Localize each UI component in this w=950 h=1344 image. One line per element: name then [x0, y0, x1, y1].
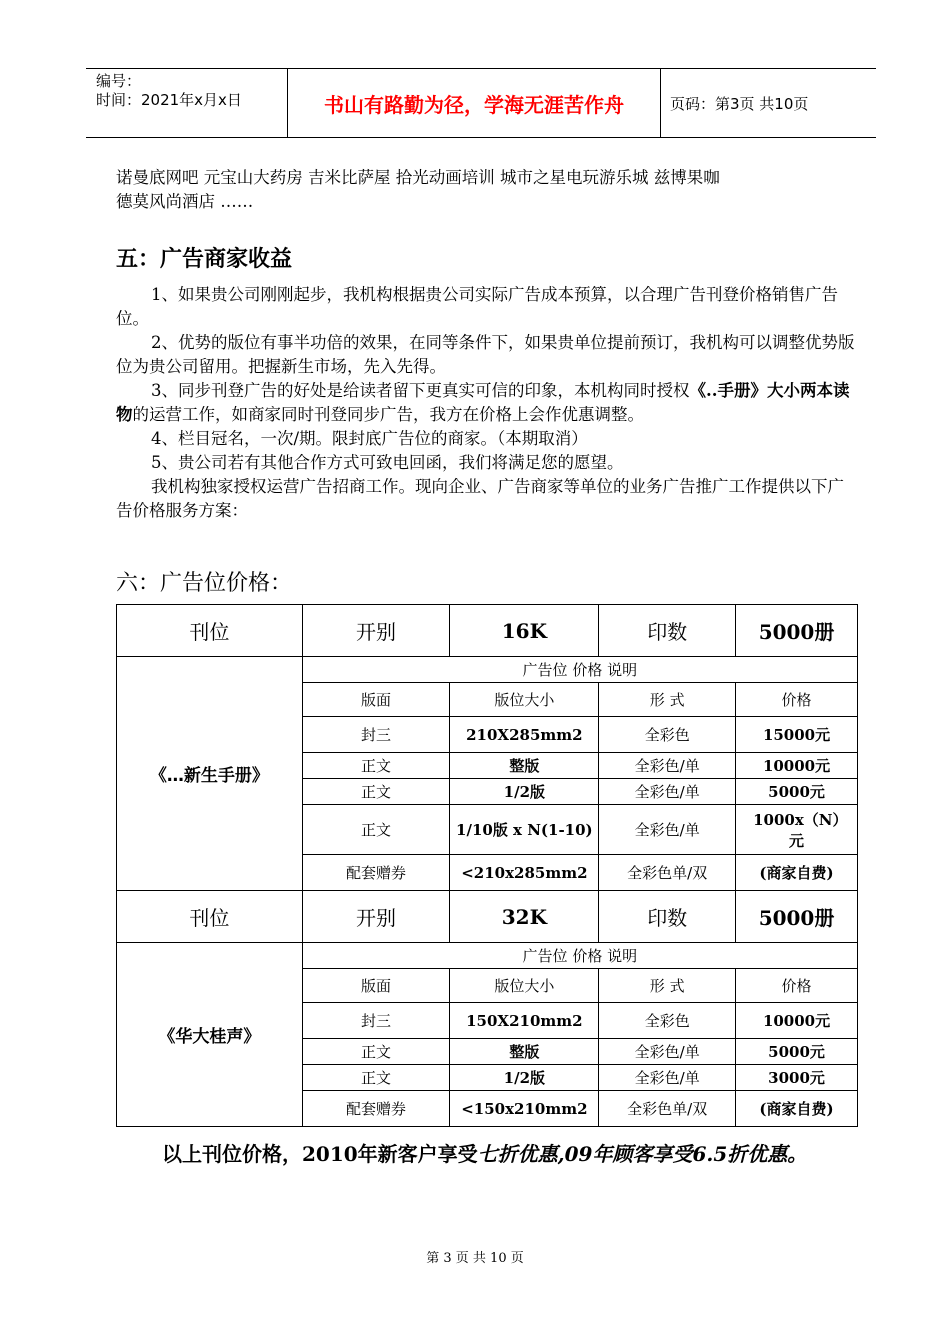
header-page-label: 页码：第3页 共10页 [670, 94, 809, 113]
section6-title: 六：广告位价格： [116, 571, 293, 596]
table-cell: 1/10版 x N(1-10) [450, 805, 599, 855]
table-cell: 150X210mm2 [450, 1003, 599, 1039]
discount-note [116, 1134, 856, 1174]
benefit-3-text-b: 的运营工作，如商家同时刊登同步广告，我方在价格上会作优惠调整。 [132, 405, 644, 424]
col-head: 版面 [302, 969, 450, 1003]
table-cell: 全彩色/单 [599, 1065, 736, 1091]
head-print-value: 5000册 [736, 605, 858, 657]
table-head-row [117, 891, 858, 943]
benefit-4: 4、栏目冠名，一次/期。限封底广告位的商家。（本期取消） [151, 429, 588, 448]
table-cell: <210x285mm2 [450, 855, 599, 891]
col-head: 版位大小 [450, 969, 599, 1003]
benefit-3 [116, 379, 856, 427]
table-cell: 全彩色 [599, 1003, 736, 1039]
table-cell: 全彩色单/双 [599, 855, 736, 891]
head-yinshu: 印数 [599, 605, 736, 657]
sub-title: 广告位 价格 说明 [302, 943, 857, 969]
col-head: 形 式 [599, 969, 736, 1003]
head-yinshu: 印数 [599, 891, 736, 943]
table-cell: 全彩色/单 [599, 779, 736, 805]
benefit-3-bold: 《..手册》大小两本读物 [116, 381, 850, 424]
table-cell: 5000元 [736, 779, 858, 805]
table-cell: 整版 [450, 753, 599, 779]
merchants-line-2: 德莫风尚酒店 …… [116, 192, 254, 211]
table-row [117, 943, 858, 969]
table-cell: 全彩色/单 [599, 1039, 736, 1065]
merchants-list [116, 166, 856, 214]
head-format-value: 16K [450, 605, 599, 657]
page-footer: 第 3 页 共 10 页 [426, 1251, 524, 1266]
discount-note-a: 以上刊位价格，2010年新客户享受 [162, 1142, 478, 1166]
table-cell: (商家自费) [736, 855, 858, 891]
merchants-line-1: 诺曼底网吧 元宝山大药房 吉米比萨屋 拾光动画培训 城市之星电玩游乐城 兹博果咖 [116, 168, 720, 187]
table-cell: 正文 [302, 1065, 450, 1091]
table-cell: 5000元 [736, 1039, 858, 1065]
page-header [86, 68, 876, 138]
book-name: 《…新生手册》 [117, 657, 303, 891]
number-label: 编号： [96, 72, 142, 90]
col-head: 形 式 [599, 683, 736, 717]
col-head: 版面 [302, 683, 450, 717]
table-cell: 10000元 [736, 1003, 858, 1039]
table-cell: 210X285mm2 [450, 717, 599, 753]
book-name: 《华大桂声》 [117, 943, 303, 1127]
table-cell: 全彩色/单 [599, 805, 736, 855]
table-cell: 封三 [302, 717, 450, 753]
table-cell: 全彩色单/双 [599, 1091, 736, 1127]
benefit-5: 5、贵公司若有其他合作方式可致电回函，我们将满足您的愿望。 [151, 453, 624, 472]
section5-title: 五：广告商家收益 [116, 247, 293, 272]
table-cell: 15000元 [736, 717, 858, 753]
head-print-value: 5000册 [736, 891, 858, 943]
time-label: 时间：2021年x月x日 [96, 91, 242, 109]
benefit-2: 2、优势的版位有事半功倍的效果，在同等条件下，如果贵单位提前预订，我机构可以调整优势版位为贵公司留用。把握新生市场，先入先得。 [116, 333, 855, 376]
table-cell: 1/2版 [450, 1065, 599, 1091]
table-cell: 正文 [302, 753, 450, 779]
table-head-row [117, 605, 858, 657]
head-kanwei: 刊位 [117, 605, 303, 657]
head-kaibie: 开别 [302, 605, 450, 657]
table-cell: (商家自费) [736, 1091, 858, 1127]
table-cell: 1/2版 [450, 779, 599, 805]
table-cell: 全彩色/单 [599, 753, 736, 779]
section5-body [116, 283, 856, 523]
col-head: 版位大小 [450, 683, 599, 717]
price-table [116, 604, 858, 1127]
table-cell: 正文 [302, 779, 450, 805]
table-cell: <150x210mm2 [450, 1091, 599, 1127]
table-cell: 10000元 [736, 753, 858, 779]
benefit-3-text-a: 3、同步刊登广告的好处是给读者留下更真实可信的印象，本机构同时授权 [151, 381, 690, 400]
table-row [117, 657, 858, 683]
header-meta [86, 69, 286, 137]
service-intro: 我机构独家授权运营广告招商工作。现向企业、广告商家等单位的业务广告推广工作提供以下广告价格服务方案： [116, 477, 844, 520]
head-kanwei: 刊位 [117, 891, 303, 943]
table-cell: 配套赠券 [302, 1091, 450, 1127]
table-cell: 全彩色 [599, 717, 736, 753]
sub-title: 广告位 价格 说明 [302, 657, 857, 683]
table-cell: 封三 [302, 1003, 450, 1039]
table-cell: 整版 [450, 1039, 599, 1065]
col-head: 价格 [736, 683, 858, 717]
discount-note-b: 七折优惠,09年顾客享受6.5折优惠。 [477, 1142, 808, 1166]
table-cell: 配套赠券 [302, 855, 450, 891]
col-head: 价格 [736, 969, 858, 1003]
header-motto: 书山有路勤为径，学海无涯苦作舟 [287, 69, 661, 137]
table-cell: 1000x（N）元 [736, 805, 858, 855]
head-kaibie: 开别 [302, 891, 450, 943]
table-cell: 正文 [302, 1039, 450, 1065]
benefit-1: 1、如果贵公司刚刚起步，我机构根据贵公司实际广告成本预算，以合理广告刊登价格销售广告位。 [116, 285, 838, 328]
head-format-value: 32K [450, 891, 599, 943]
table-cell: 3000元 [736, 1065, 858, 1091]
table-cell: 正文 [302, 805, 450, 855]
